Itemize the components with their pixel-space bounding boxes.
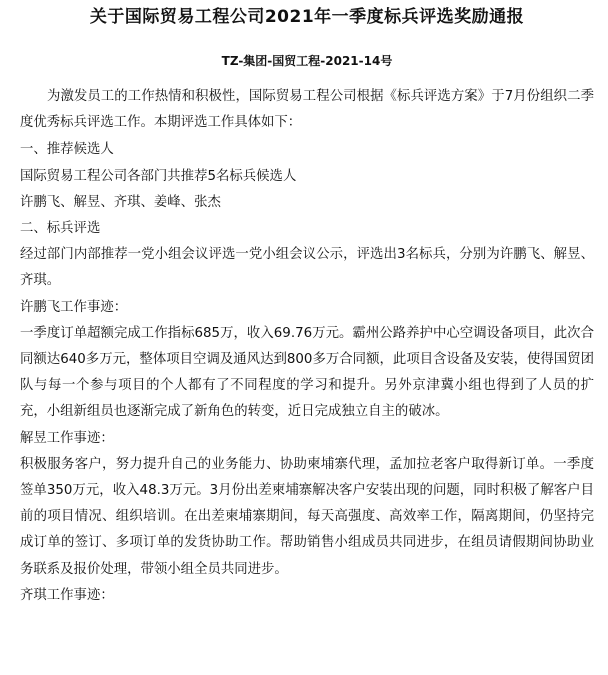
selection-result-paragraph: 经过部门内部推荐一党小组会议评选一党小组会议公示，评选出3名标兵，分别为许鹏飞、解昱、齐琪。	[20, 247, 594, 289]
achievement-heading-qi: 齐琪工作事迹：	[20, 587, 114, 603]
document-title: 关于国际贸易工程公司2021年一季度标兵评选奖励通报	[89, 7, 525, 27]
achievement-heading-xie: 解昱工作事迹：	[20, 430, 114, 446]
achievement-text-xu: 一季度订单超额完成工作指标685万，收入69.76万元。霸州公路养护中心空调设备项目，此次合同额达640多万元，整体项目空调及通风达到800多万合同额，此项目含设备及安装，使得国贸团队与每一个参与项目的个人都有了不同程度的学习和提升。另外京津冀小组也得到了人员的扩充，小组新组员也逐渐完成了新角色的转变，近日完成独立自主的破冰。	[20, 325, 594, 420]
document-number: TZ-集团-国贸工程-2021-14号	[221, 54, 393, 68]
section-heading-recommend: 一、推荐候选人	[20, 142, 114, 158]
section-heading-selection: 二、标兵评选	[20, 221, 101, 237]
achievement-text-xie: 积极服务客户，努力提升自己的业务能力、协助柬埔寨代理，孟加拉老客户取得新订单。一季度签单350万元，收入48.3万元。3月份出差柬埔寨解决客户安装出现的问题，同时积极了解客户目前的项目情况、组织培训。在出差柬埔寨期间，每天高强度、高效率工作，隔离期间，仍坚持完成订单的签订、多项订单的发货协助工作。帮助销售小组成员共同进步，在组员请假期间协助业务联系及报价处理，带领小组全员共同进步。	[20, 456, 594, 577]
recommend-summary: 国际贸易工程公司各部门共推荐5名标兵候选人	[20, 168, 297, 184]
achievement-heading-xu: 许鹏飞工作事迹：	[20, 299, 128, 315]
candidate-list: 许鹏飞、解昱、齐琪、姜峰、张杰	[20, 194, 221, 210]
intro-paragraph: 为激发员工的工作热情和积极性，国际贸易工程公司根据《标兵评选方案》于7月份组织二季度优秀标兵评选工作。本期评选工作具体如下：	[20, 89, 594, 131]
